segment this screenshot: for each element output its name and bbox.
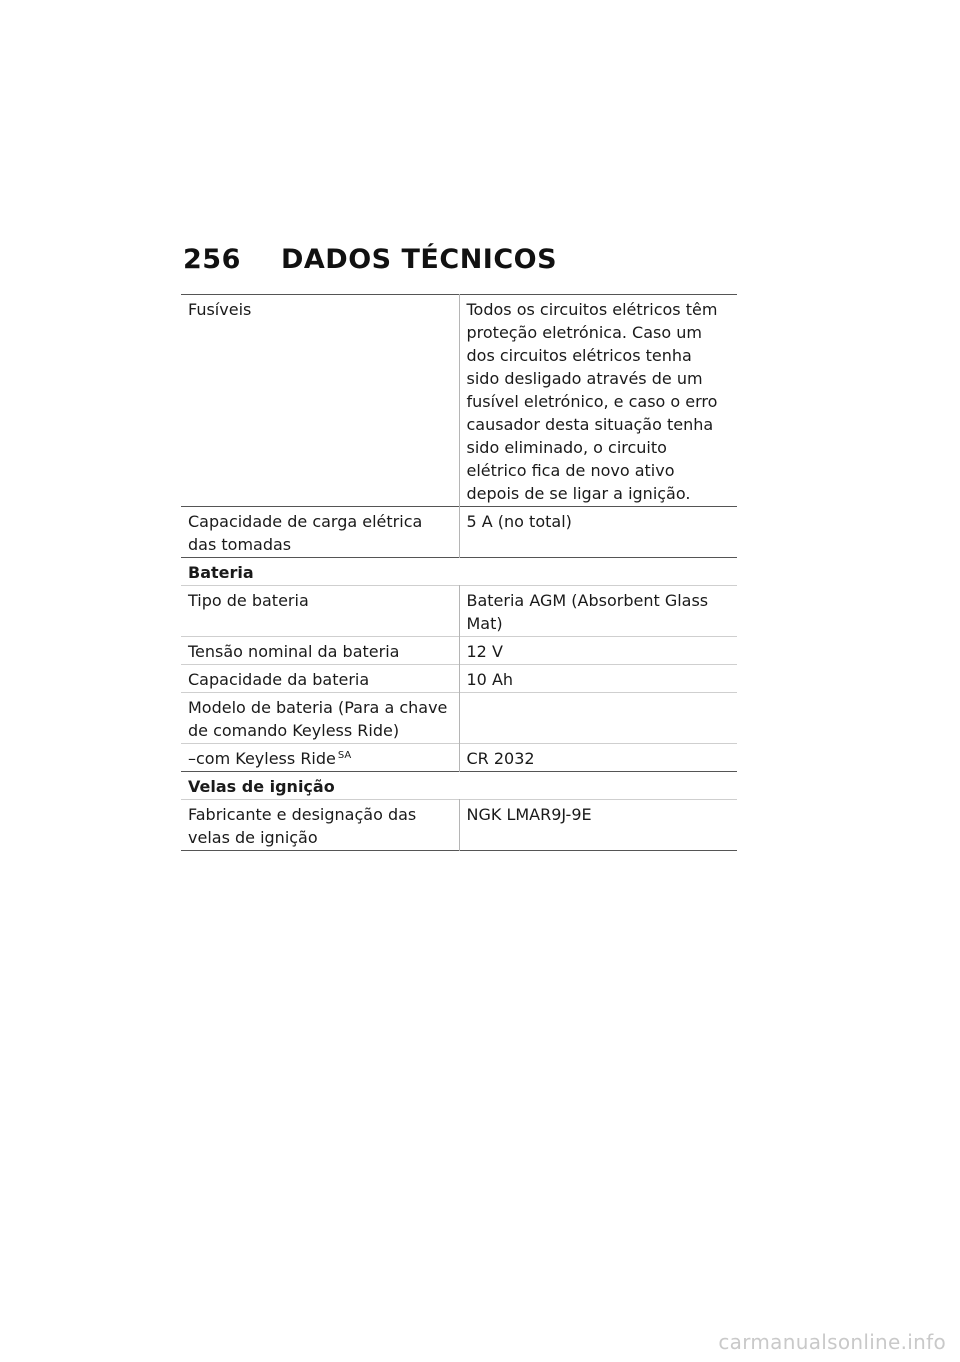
- spec-value: Todos os circuitos elétricos têm proteção eletrónica. Caso um dos circuitos elétricos tenha sido desligado através de um fusível eletrónico, e caso o erro causador desta situação tenha sido eliminado, o circuito elétrico fica de novo ativo depois de se ligar a ignição.: [459, 295, 737, 507]
- table-row: [181, 295, 737, 507]
- spec-label: Capacidade da bateria: [188, 670, 370, 689]
- superscript-mark: SA: [337, 749, 352, 761]
- spec-value: 10 Ah: [459, 665, 737, 693]
- spec-value: [459, 693, 737, 744]
- spec-value: CR 2032: [459, 744, 737, 772]
- section-heading: Bateria: [188, 563, 254, 582]
- table-row: [181, 693, 737, 744]
- page-number: 256: [183, 244, 241, 275]
- watermark: carmanualsonline.info: [718, 1330, 946, 1354]
- spec-label: Tipo de bateria: [188, 591, 309, 610]
- spec-label: Modelo de bateria (Para a chave de comando Keyless Ride): [188, 698, 448, 740]
- page-header: [183, 244, 557, 275]
- spec-value: 5 A (no total): [459, 507, 737, 558]
- table-row: [181, 744, 737, 772]
- spec-value: NGK LMAR9J-9E: [459, 800, 737, 851]
- section-heading: Velas de ignição: [188, 777, 335, 796]
- spec-label: Fusíveis: [188, 300, 252, 319]
- spec-label: Tensão nominal da bateria: [188, 642, 400, 661]
- section-row: [181, 772, 737, 800]
- table-row: [181, 507, 737, 558]
- spec-label: Fabricante e designação das velas de ignição: [188, 805, 417, 847]
- spec-label-text: –com Keyless Ride: [188, 749, 336, 768]
- spec-label: Capacidade de carga elétrica das tomadas: [188, 512, 423, 554]
- table-row: [181, 800, 737, 851]
- page-title: DADOS TÉCNICOS: [281, 244, 558, 275]
- table-row: [181, 586, 737, 637]
- table-row: [181, 665, 737, 693]
- spec-value: 12 V: [459, 637, 737, 665]
- spec-value: Bateria AGM (Absorbent Glass Mat): [459, 586, 737, 637]
- spec-label: [181, 744, 459, 772]
- table-row: [181, 637, 737, 665]
- spec-table: [181, 294, 737, 851]
- section-row: [181, 558, 737, 586]
